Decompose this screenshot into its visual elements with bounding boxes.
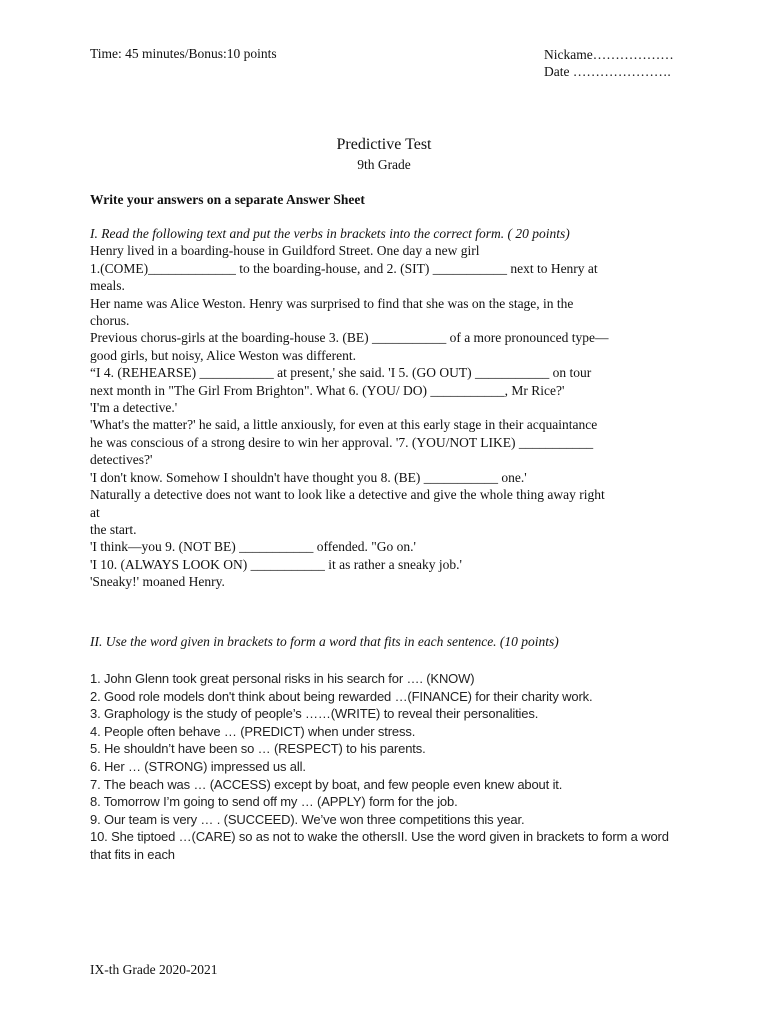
instruction: Write your answers on a separate Answer Sheet — [90, 192, 365, 207]
text-line: “I 4. (REHEARSE) ___________ at present,' she said. 'I 5. (GO OUT) ___________ on tour — [90, 365, 592, 381]
text-line: Henry lived in a boarding-house in Guildford Street. One day a new girl — [90, 243, 480, 259]
text-line: next month in "The Girl From Brighton". What 6. (YOU/ DO) ___________, Mr Rice?' — [90, 382, 565, 398]
text-line: Naturally a detective does not want to look like a detective and give the whole thing away right — [90, 487, 605, 503]
text-line: 'I 10. (ALWAYS LOOK ON) ___________ it as rather a sneaky job.' — [90, 556, 462, 572]
list-item: 7. The beach was … (ACCESS) except by boat, and few people even knew about it. — [90, 776, 563, 792]
list-item: 1. John Glenn took great personal risks in his search for …. (KNOW) — [90, 671, 475, 686]
text-line: 'I'm a detective.' — [90, 400, 178, 416]
date-field: Date …………………. — [544, 64, 671, 79]
list-item: 10. She tiptoed …(CARE) so as not to wake the othersII. Use the word given in brackets to form a word that fits in each — [90, 829, 669, 862]
text-line: 1.(COME)_____________ to the boarding-house, and 2. (SIT) ___________ next to Henry at — [90, 260, 598, 276]
section-1 — [90, 225, 670, 591]
text-line: chorus. — [90, 313, 130, 329]
text-line: 'Sneaky!' moaned Henry. — [90, 574, 225, 590]
list-item: 5. He shouldn’t have been so … (RESPECT) to his parents. — [90, 741, 426, 757]
text-line: he was conscious of a strong desire to win her approval. '7. (YOU/NOT LIKE) ___________ — [90, 434, 594, 450]
text-line: Previous chorus-girls at the boarding-house 3. (BE) ___________ of a more pronounced type— — [90, 330, 609, 346]
text-line: 'I don't know. Somehow I shouldn't have thought you 8. (BE) ___________ one.' — [90, 469, 527, 485]
text-line: at — [90, 504, 100, 520]
text-line: the start. — [90, 521, 137, 537]
section-2-list — [90, 670, 690, 864]
text-line: 'What's the matter?' he said, a little anxiously, for even at this early stage in their acquaintance — [90, 417, 598, 433]
list-item: 8. Tomorrow I’m going to send off my … (APPLY) form for the job. — [90, 794, 458, 810]
list-item: 4. People often behave … (PREDICT) when under stress. — [90, 723, 416, 739]
text-line: Her name was Alice Weston. Henry was surprised to find that she was on the stage, in the — [90, 295, 574, 311]
student-info — [544, 46, 674, 80]
text-line: meals. — [90, 278, 125, 294]
list-item: 2. Good role models don't think about being rewarded …(FINANCE) for their charity work. — [90, 688, 593, 704]
section-2-heading: II. Use the word given in brackets to form a word that fits in each sentence. (10 points) — [90, 634, 559, 649]
text-line: good girls, but noisy, Alice Weston was different. — [90, 347, 357, 363]
time-info: Time: 45 minutes/Bonus:10 points — [90, 46, 277, 61]
footer: IX-th Grade 2020-2021 — [90, 962, 218, 977]
nickname-field: Nickame……………… — [544, 47, 674, 62]
page-subtitle: 9th Grade — [357, 157, 411, 172]
text-line: 'I think—you 9. (NOT BE) ___________ offended. "Go on.' — [90, 539, 416, 555]
text-line: detectives?' — [90, 452, 153, 468]
list-item: 3. Graphology is the study of people’s ……(WRITE) to reveal their personalities. — [90, 706, 539, 722]
list-item: 6. Her … (STRONG) impressed us all. — [90, 758, 306, 774]
section-1-heading: I. Read the following text and put the verbs in brackets into the correct form. ( 20 points) — [90, 226, 570, 241]
page-title: Predictive Test — [336, 136, 432, 153]
list-item: 9. Our team is very … . (SUCCEED). We’ve won three competitions this year. — [90, 811, 525, 827]
